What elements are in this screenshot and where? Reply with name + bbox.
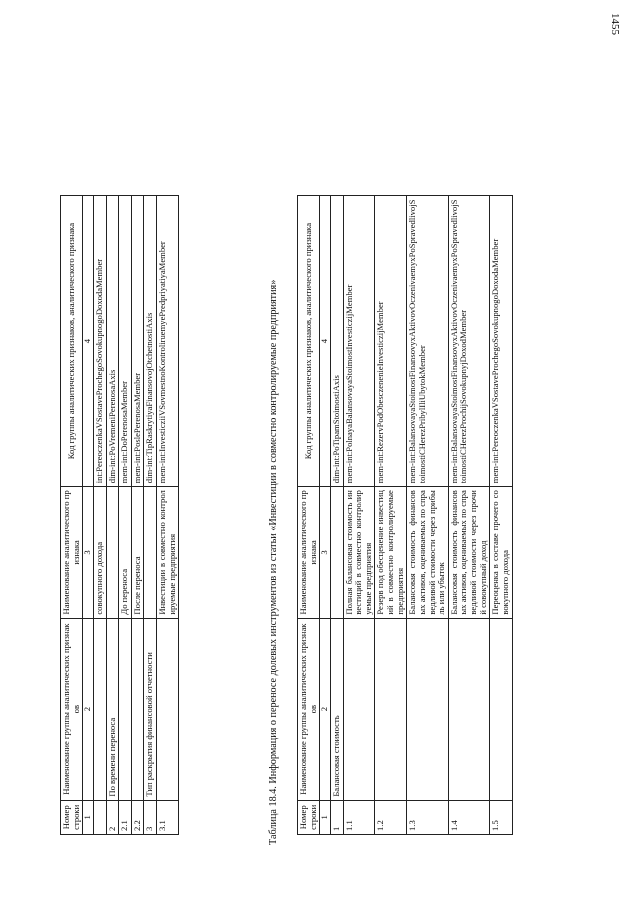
feature-name <box>144 487 157 618</box>
table-row <box>375 196 407 835</box>
row-number: 1.2 <box>375 800 407 834</box>
feature-name: До переноса <box>119 487 132 618</box>
header-row-number: Номер строки <box>298 800 320 834</box>
table-row <box>407 196 449 835</box>
table-row <box>131 196 144 835</box>
row-number: 3.1 <box>157 800 179 834</box>
feature-name <box>330 487 343 618</box>
group-name: Балансовая стоимость <box>330 618 343 800</box>
row-number: 1.4 <box>448 800 490 834</box>
code: mem-int:BalansovayaStoimostFinansovyxAktivovOczenivaemyxPoSpravedlivojStoimostiCHerezPribylIliUbytokMember <box>407 196 449 487</box>
feature-name: После переноса <box>131 487 144 618</box>
table-row <box>157 196 179 835</box>
feature-name <box>106 487 119 618</box>
group-name <box>119 618 132 800</box>
index-cell: 4 <box>320 196 331 487</box>
row-number: 2.2 <box>131 800 144 834</box>
group-name <box>131 618 144 800</box>
code: mem-int:BalansovayaStoimostFinansovyxAktivovOczenivaemyxPoSpravedlivojStoimostiCHerezProchijSovokupnyjDoxodMember <box>448 196 490 487</box>
group-name <box>157 618 179 800</box>
index-cell: 2 <box>83 618 94 800</box>
code: mem-int:DoPerenosaMember <box>119 196 132 487</box>
header-row-number: Номер строки <box>61 800 83 834</box>
table-18-4 <box>297 195 513 835</box>
index-cell: 3 <box>320 487 331 618</box>
row-number: 1.1 <box>343 800 375 834</box>
row-number: 1 <box>330 800 343 834</box>
table-row <box>144 196 157 835</box>
header-feature-name: Наименование аналитического признака <box>298 487 320 618</box>
feature-name: Балансовая стоимость финансовых активов, оцениваемых по справедливой стоимости через прочий совокупный доход <box>448 487 490 618</box>
index-cell: 2 <box>320 618 331 800</box>
group-name: По времени переноса <box>106 618 119 800</box>
feature-name: Резерв под обесценение инвестиций в совместно контролируемые предприятия <box>375 487 407 618</box>
code: mem-int:PereoczenkaVSostaveProchegoSovokupnogoDoxodaMember <box>490 196 512 487</box>
row-number: 1.3 <box>407 800 449 834</box>
index-cell: 1 <box>320 800 331 834</box>
group-name <box>343 618 375 800</box>
index-cell: 3 <box>83 487 94 618</box>
feature-name: Инвестиции в совместно контролируемые предприятия <box>157 487 179 618</box>
table-row <box>106 196 119 835</box>
header-group-name: Наименование группы аналитических признаков <box>61 618 83 800</box>
row-number: 2.1 <box>119 800 132 834</box>
table-row <box>119 196 132 835</box>
group-name <box>375 618 407 800</box>
code: dim-int:PoTipamStoimostiAxis <box>330 196 343 487</box>
code: dim-int:PoVremeniPerenosaAxis <box>106 196 119 487</box>
index-cell: 1 <box>83 800 94 834</box>
table-row <box>343 196 375 835</box>
table-row <box>93 196 106 835</box>
code: mem-int:PolnayaBalansovayaStoimostInvesticzijMember <box>343 196 375 487</box>
index-cell: 4 <box>83 196 94 487</box>
row-number: 3 <box>144 800 157 834</box>
group-name: Тип раскрытия финансовой отчетности <box>144 618 157 800</box>
row-number <box>93 800 106 834</box>
header-group-name: Наименование группы аналитических признаков <box>298 618 320 800</box>
row-number: 1.5 <box>490 800 512 834</box>
group-name <box>407 618 449 800</box>
feature-name: Балансовая стоимость финансовых активов, оцениваемых по справедливой стоимости через прибыль или убыток <box>407 487 449 618</box>
table-row <box>330 196 343 835</box>
group-name <box>490 618 512 800</box>
header-feature-name: Наименование аналитического признака <box>61 487 83 618</box>
header-code: Код группы аналитических признаков, аналитического признака <box>298 196 320 487</box>
feature-name: Полная балансовая стоимость инвестиций в совместно контролируемые предприятия <box>343 487 375 618</box>
feature-name: Переоценка в составе прочего совокупного дохода <box>490 487 512 618</box>
table-row <box>448 196 490 835</box>
page-number: 1455 <box>609 13 621 35</box>
header-code: Код группы аналитических признаков, аналитического признака <box>61 196 83 487</box>
code: mem-int:PoslePerenosaMember <box>131 196 144 487</box>
code: mem-int:InvesticziiVSovmestnoKontroliruemyePredpriyatiyaMember <box>157 196 179 487</box>
code: mem-int:RezervPodObesczenenieInvesticzijMember <box>375 196 407 487</box>
table-caption: Таблица 18.4. Информация о переносе долевых инструментов из статьи «Инвестиции в совместно контролируемые предприятия» <box>268 279 279 845</box>
row-number: 2 <box>106 800 119 834</box>
code: int:PereoczenkaVSostaveProchegoSovokupnogoDoxodaMember <box>93 196 106 487</box>
group-name <box>448 618 490 800</box>
feature-name: совокупного дохода <box>93 487 106 618</box>
table-row <box>490 196 512 835</box>
table-continuation <box>60 195 179 835</box>
code: dim-int:TipRaskrytiyaFinansovojOtchetnostiAxis <box>144 196 157 487</box>
group-name <box>93 618 106 800</box>
